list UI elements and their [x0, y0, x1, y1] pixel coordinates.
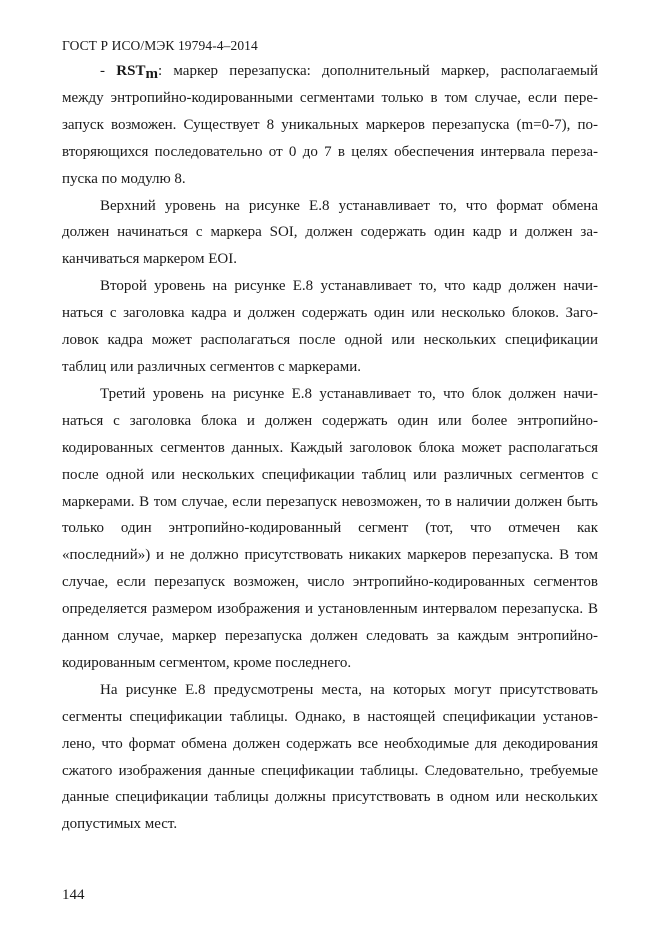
paragraph-second-level: Второй уровень на рисунке E.8 устанавливает то, что кадр должен начинаться с заголовка кадра и должен содержать один или несколько блоков. Заголовок кадра может располагаться после одной или нескольких спецификации таблиц или различных сегментов с маркерами. — [62, 278, 598, 375]
page-number: 144 — [62, 887, 85, 903]
page-body — [62, 58, 598, 838]
rst-marker-term — [116, 63, 158, 82]
paragraph-top-level: Верхний уровень на рисунке E.8 устанавливает то, что формат обмена должен начинаться с маркера SOI, должен содержать один кадр и должен заканчиваться маркером EOI. — [62, 197, 598, 268]
paragraph-rst-definition — [62, 58, 598, 193]
rst-term-main: RST — [116, 63, 146, 79]
rst-term-subscript: m — [145, 66, 158, 82]
paragraph-table-specification: На рисунке E.8 предусмотрены места, на которых могут присутствовать сегменты спецификации таблицы. Однако, в настоящей спецификации установлено, что формат обмена должен содержать все необходимые для декодирования сжатого изображения данные спецификации таблицы. Следовательно, требуемые данные спецификации таблицы должны присутствовать в одном или нескольких допустимых мест. — [62, 681, 598, 833]
rst-definition-text: : маркер перезапуска: дополнительный маркер, располагаемый между энтропийно-кодированными сегментами только в том случае, если перезапуск возможен. Существует 8 уникальных маркеров перезапуска (m=0-7), повторяющихся последовательно от 0 до 7 в целях обеспечения интервала перезапуска по модулю 8. — [62, 63, 599, 187]
paragraph-third-level: Третий уровень на рисунке E.8 устанавливает то, что блок должен начинаться с заголовка блока и должен содержать один или более энтропийно-кодированных сегментов данных. Каждый заголовок блока может располагаться после одной или нескольких спецификации таблиц или различных сегментов с маркерами. В том случае, если перезапуск невозможен, то в наличии должен быть только один энтропийно-кодированный сегмент (тот, что отмечен как «последний») и не должно присутствовать никаких маркеров перезапуска. В том случае, если перезапуск возможен, число энтропийно-кодированных сегментов определяется размером изображения и установленным интервалом перезапуска. В данном случае, маркер перезапуска должен следовать за каждым энтропийно-кодированным сегментом, кроме последнего. — [62, 385, 598, 671]
document-header: ГОСТ Р ИСО/МЭК 19794-4–2014 — [62, 38, 258, 53]
list-dash: - — [100, 63, 117, 79]
